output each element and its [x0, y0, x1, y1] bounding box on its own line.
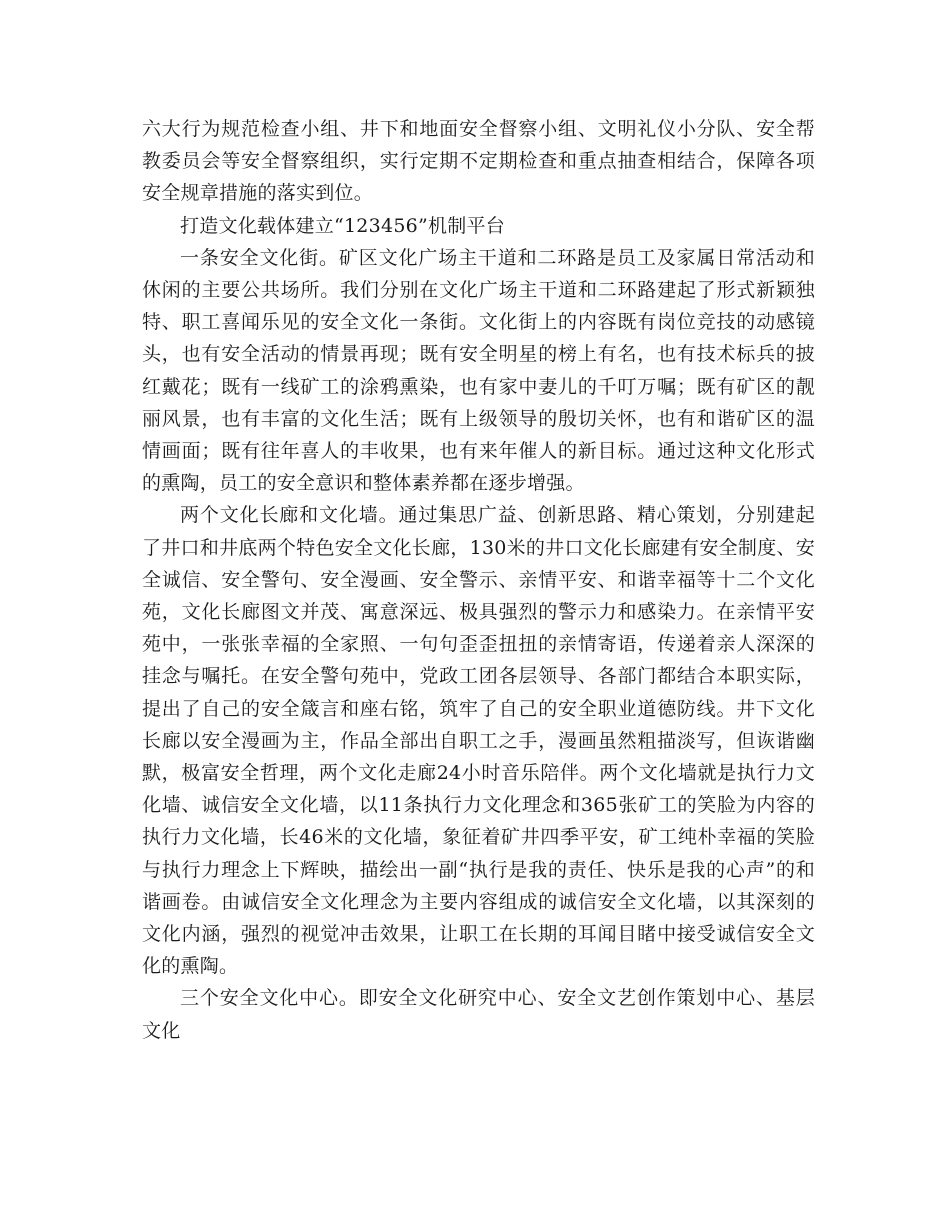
paragraph-culture-street: 一条安全文化街。矿区文化广场主干道和二环路是员工及家属日常活动和休闲的主要公共场所。我们分别在文化广场主干道和二环路建起了形式新颖独特、职工喜闻乐见的安全文化一条街。文化街上的内容既有岗位竞技的动感镜头，也有安全活动的情景再现；既有安全明星的榜上有名，也有技术标兵的披红戴花；既有一线矿工的涂鸦熏染，也有家中妻儿的千叮万嘱；既有矿区的靓丽风景，也有丰富的文化生活；既有上级领导的殷切关怀，也有和谐矿区的温情画面；既有往年喜人的丰收果，也有来年催人的新目标。通过这种文化形式的熏陶，员工的安全意识和整体素养都在逐步增强。 [142, 246, 815, 495]
document-body [142, 113, 815, 1047]
paragraph-culture-centers: 三个安全文化中心。即安全文化研究中心、安全文艺创作策划中心、基层文化 [142, 987, 815, 1042]
paragraph-continuation: 六大行为规范检查小组、井下和地面安全督察小组、文明礼仪小分队、安全帮教委员会等安全督察组织，实行定期不定期检查和重点抽查相结合，保障各项安全规章措施的落实到位。 [142, 118, 815, 205]
paragraph-corridor-and-wall: 两个文化长廊和文化墙。通过集思广益、创新思路、精心策划，分别建起了井口和井底两个特色安全文化长廊，130米的井口文化长廊建有安全制度、安全诚信、安全警句、安全漫画、安全警示、亲情平安、和谐幸福等十二个文化苑，文化长廊图文并茂、寓意深远、极具强烈的警示力和感染力。在亲情平安苑中，一张张幸福的全家照、一句句歪歪扭扭的亲情寄语，传递着亲人深深的挂念与嘱托。在安全警句苑中，党政工团各层领导、各部门都结合本职实际，提出了自己的安全箴言和座右铭，筑牢了自己的安全职业道德防线。井下文化长廊以安全漫画为主，作品全部出自职工之手，漫画虽然粗描淡写，但诙谐幽默，极富安全哲理，两个文化走廊24小时音乐陪伴。两个文化墙就是执行力文化墙、诚信安全文化墙，以11条执行力文化理念和365张矿工的笑脸为内容的执行力文化墙，长46米的文化墙，象征着矿井四季平安，矿工纯朴幸福的笑脸与执行力理念上下辉映，描绘出一副“执行是我的责任、快乐是我的心声”的和谐画卷。由诚信安全文化理念为主要内容组成的诚信安全文化墙，以其深刻的文化内涵，强烈的视觉冲击效果，让职工在长期的耳闻目睹中接受诚信安全文化的熏陶。 [142, 504, 815, 978]
section-heading: 打造文化载体建立“123456”机制平台 [180, 214, 505, 237]
